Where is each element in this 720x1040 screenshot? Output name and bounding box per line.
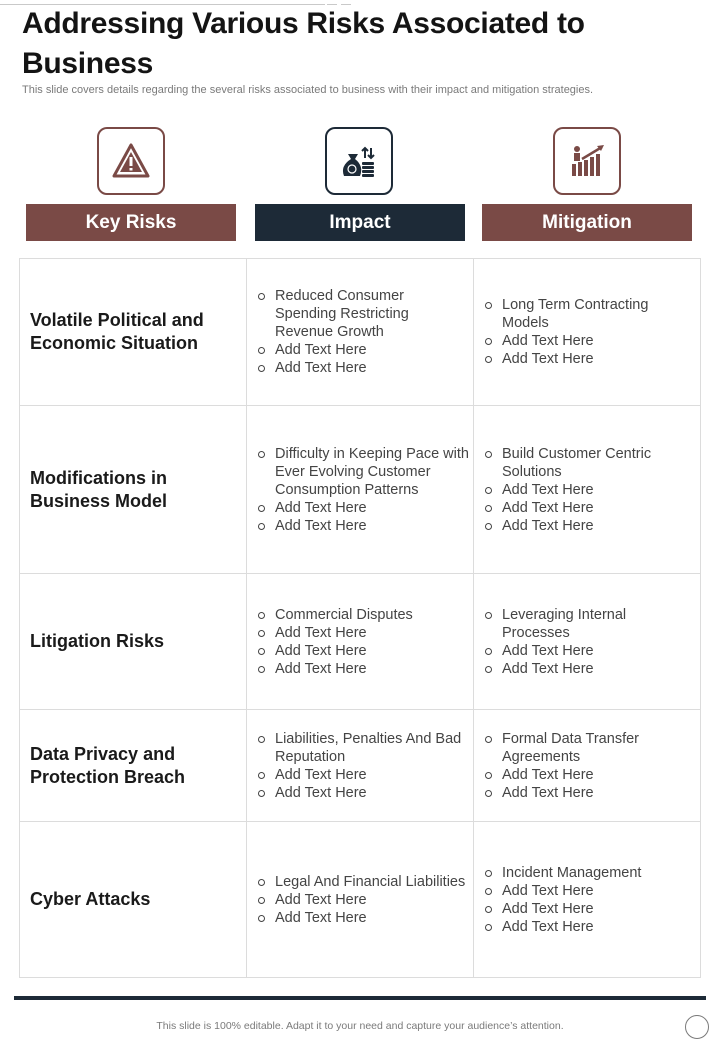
table-row <box>20 574 700 710</box>
bullet-item: Add Text Here <box>257 499 469 517</box>
impact-cell <box>247 406 474 573</box>
header-mitigation: Mitigation <box>482 204 692 241</box>
page-title: Addressing Various Risks Associated to Business <box>22 7 585 80</box>
risk-cell <box>20 710 247 821</box>
bullet-item: Add Text Here <box>257 660 413 678</box>
impact-cell <box>247 259 474 405</box>
bullet-item: Reduced Consumer Spending Restricting Revenue Growth <box>257 287 469 341</box>
bullet-item: Add Text Here <box>257 517 469 535</box>
money-bag-icon <box>325 127 393 195</box>
header-impact: Impact <box>255 204 465 241</box>
bullet-item: Formal Data Transfer Agreements <box>484 730 696 766</box>
risk-cell <box>20 574 247 709</box>
risk-label: Modifications in Business Model <box>30 467 168 511</box>
risk-label: Cyber Attacks <box>30 889 151 909</box>
bullet-item: Add Text Here <box>484 900 641 918</box>
growth-chart-icon <box>553 127 621 195</box>
bullet-item: Difficulty in Keeping Pace with Ever Evolving Customer Consumption Patterns <box>257 445 469 499</box>
risk-label: Litigation Risks <box>30 631 165 651</box>
header-key-risks: Key Risks <box>26 204 236 241</box>
bullet-item: Add Text Here <box>484 499 696 517</box>
bullet-item: Add Text Here <box>484 517 696 535</box>
mitigation-list <box>474 864 645 936</box>
bullet-item: Add Text Here <box>257 642 413 660</box>
impact-list <box>247 287 473 377</box>
bullet-item: Incident Management <box>484 864 641 882</box>
mitigation-cell <box>474 259 700 405</box>
bullet-item: Add Text Here <box>257 766 469 784</box>
page-subtitle: This slide covers details regarding the several risks associated to business with their impact and mitigation strategies. <box>22 84 594 96</box>
bullet-item: Liabilities, Penalties And Bad Reputation <box>257 730 469 766</box>
bullet-item: Add Text Here <box>484 660 696 678</box>
mitigation-cell <box>474 822 700 977</box>
table-row <box>20 710 700 822</box>
impact-list <box>247 873 469 927</box>
bullet-item: Add Text Here <box>484 766 696 784</box>
table-row <box>20 406 700 574</box>
bullet-item: Add Text Here <box>257 341 469 359</box>
impact-list <box>247 606 417 678</box>
page-circle <box>685 1015 709 1039</box>
mitigation-list <box>474 606 700 678</box>
bullet-item: Add Text Here <box>257 891 465 909</box>
impact-cell <box>247 574 474 709</box>
mitigation-list <box>474 730 700 802</box>
table-row <box>20 259 700 406</box>
bullet-item: Add Text Here <box>257 909 465 927</box>
risk-label: Data Privacy and Protection Breach <box>30 743 186 787</box>
impact-list <box>247 730 473 802</box>
bullet-item: Long Term Contracting Models <box>484 296 696 332</box>
impact-cell <box>247 710 474 821</box>
risk-table <box>19 258 701 978</box>
footer-note: This slide is 100% editable. Adapt it to your need and capture your audience’s attention. <box>156 1020 564 1032</box>
bullet-item: Add Text Here <box>484 350 696 368</box>
bullet-item: Add Text Here <box>484 918 641 936</box>
table-row <box>20 822 700 977</box>
mitigation-list <box>474 445 700 535</box>
bullet-item: Leveraging Internal Processes <box>484 606 696 642</box>
footer-rule <box>14 996 706 1000</box>
risk-label: Volatile Political and Economic Situation <box>30 310 204 353</box>
bullet-item: Add Text Here <box>484 642 696 660</box>
bullet-item: Add Text Here <box>484 882 641 900</box>
bullet-item: Build Customer Centric Solutions <box>484 445 696 481</box>
bullet-item: Add Text Here <box>257 359 469 377</box>
mitigation-cell <box>474 406 700 573</box>
bullet-item: Legal And Financial Liabilities <box>257 873 465 891</box>
risk-cell <box>20 259 247 405</box>
bullet-item: Add Text Here <box>257 624 413 642</box>
warning-icon <box>97 127 165 195</box>
impact-list <box>247 445 473 535</box>
mitigation-list <box>474 296 700 368</box>
risk-cell <box>20 406 247 573</box>
impact-cell <box>247 822 474 977</box>
bullet-item: Commercial Disputes <box>257 606 413 624</box>
bullet-item: Add Text Here <box>484 784 696 802</box>
mitigation-cell <box>474 574 700 709</box>
bullet-item: Add Text Here <box>257 784 469 802</box>
risk-cell <box>20 822 247 977</box>
mitigation-cell <box>474 710 700 821</box>
bullet-item: Add Text Here <box>484 481 696 499</box>
bullet-item: Add Text Here <box>484 332 696 350</box>
